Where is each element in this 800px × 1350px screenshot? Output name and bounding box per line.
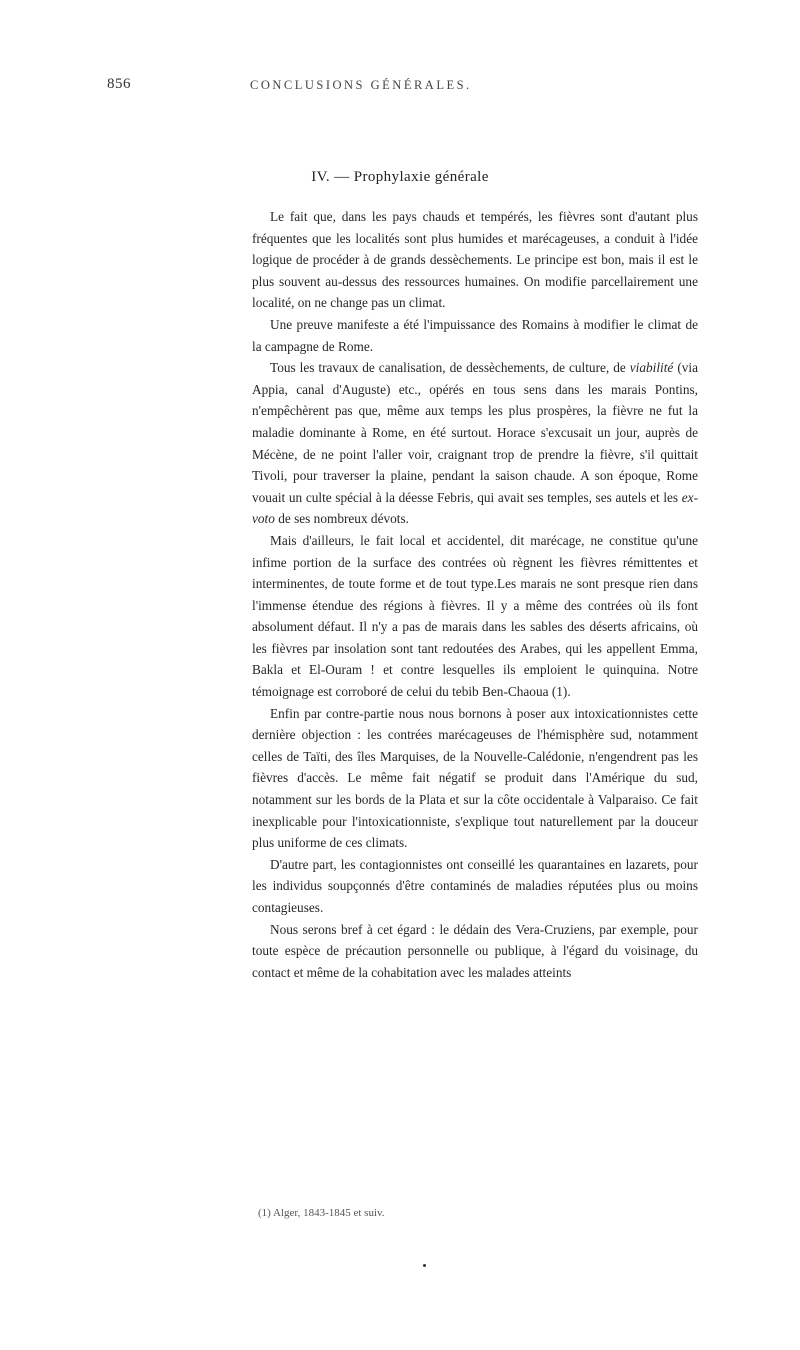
paragraph <box>252 703 698 854</box>
text-run: Le fait que, dans les pays chauds et tempérés, les fièvres sont d'autant plus fréquentes que les localités sont plus humides et marécageuses, a conduit à l'idée logique de procéder à de grands dessèchements. Le principe est bon, mais il est le plus souvent au-dessus des ressources humaines. On modifie parcellairement une localité, on ne change pas un climat. <box>252 209 698 311</box>
italic-text: ex-voto <box>252 489 698 527</box>
paragraph <box>252 206 698 314</box>
text-run: Une preuve manifeste a été l'impuissance des Romains à modifier le climat de la campagne de Rome. <box>252 316 698 354</box>
page-header <box>0 76 800 96</box>
page-mark <box>423 1264 426 1267</box>
paragraph <box>252 530 698 703</box>
running-head: CONCLUSIONS GÉNÉRALES. <box>250 78 472 92</box>
text-run: Enfin par contre-partie nous nous bornons à poser aux intoxicationnistes cette dernière objection : les contrées marécageuses de l'hémisphère sud, notamment celles de Taïti, des îles Marquises, de la Nouvelle-Calédonie, n'engendrent pas les fièvres d'accès. Le même fait négatif se produit dans l'Amérique du sud, notamment sur les bords de la Plata et sur la côte occidentale à Valparaiso. Ce fait inexplicable pour l'intoxicationniste, s'explique tout naturellement par la douceur plus uniforme de ces climats. <box>252 705 698 851</box>
text-run: D'autre part, les contagionnistes ont conseillé les quarantaines en lazarets, pour les individus soupçonnés d'être contaminés de maladies réputées plus ou moins contagieuses. <box>252 856 698 915</box>
footnote: (1) Alger, 1843-1845 et suiv. <box>258 1207 385 1219</box>
italic-text: viabilité <box>629 360 674 376</box>
text-run: Nous serons bref à cet égard : le dédain des Vera-Cruziens, par exemple, pour toute espèce de précaution personnelle ou publique, à l'égard du voisinage, du contact et même de la cohabitation avec les malades atteints <box>252 921 698 980</box>
page-number: 856 <box>107 76 131 92</box>
paragraph <box>252 854 698 919</box>
paragraph <box>252 357 698 530</box>
text-run: Mais d'ailleurs, le fait local et accidentel, dit marécage, ne constitue qu'une infime portion de la surface des contrées où règnent les fièvres rémittentes et interminentes, de toute forme et de tout type.Les marais ne sont presque rien dans l'immense étendue des régions à fièvres. Il y a même des contrées où ils font absolument défaut. Il n'y a pas de marais dans les sables des déserts africains, où les fièvres par insolation sont tant redoutées des Arabes, qui les appellent Emma, Bakla et El-Ouram ! et contre lesquelles ils emploient le quinquina. Notre témoignage est corroboré de celui du tebib Ben-Chaoua (1). <box>252 532 698 700</box>
paragraph <box>252 919 698 984</box>
body-text <box>252 206 698 983</box>
text-run: Tous les travaux de canalisation, de dessèchements, de culture, de <box>270 360 630 376</box>
text-run: de ses nombreux dévots. <box>274 511 409 527</box>
paragraph <box>252 314 698 357</box>
section-title: IV. — Prophylaxie générale <box>311 169 489 185</box>
text-run: (via Appia, canal d'Auguste) etc., opérés en tous sens dans les marais Pontins, n'empêchèrent pas que, même aux temps les plus prospères, la fièvre ne fut la maladie dominante à Rome, en été surtout. Horace s'excusait un jour, auprès de Mécène, de ne point l'aller voir, craignant trop de prendre la fièvre, s'il quittait Tivoli, pour traverser la plaine, pendant la saison chaude. A son époque, Rome vouait un culte spécial à la déesse Febris, qui avait ses temples, ses autels et les <box>252 360 698 505</box>
